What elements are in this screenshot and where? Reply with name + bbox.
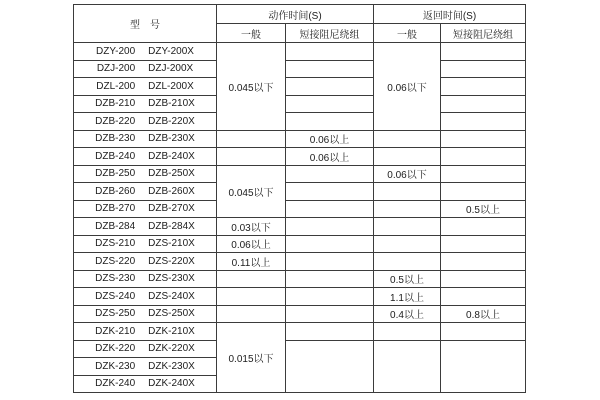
model-name: DZB-240 [95,150,136,162]
table-row [74,113,526,131]
action-short-damping-value: 0.06以上 [286,148,374,166]
empty-cell [217,148,286,166]
model-cell [74,78,217,96]
empty-cell [441,340,526,393]
empty-cell [441,165,526,183]
empty-cell [441,183,526,201]
table-row [74,340,526,358]
model-name-x: DZL-200X [148,80,194,92]
table-row [74,60,526,78]
empty-cell [286,218,374,236]
model-name: DZJ-200 [96,63,136,75]
model-name: DZK-240 [95,378,136,390]
model-name: DZS-230 [95,273,136,285]
return-general-value: 0.5以上 [374,270,441,288]
model-cell [74,43,217,61]
model-name-x: DZB-260X [148,185,195,197]
model-name: DZB-210 [95,98,136,110]
empty-cell [217,270,286,288]
empty-cell [441,43,526,61]
empty-cell [374,183,441,201]
table-row [74,323,526,341]
table-row [74,43,526,61]
model-name-x: DZK-230X [148,360,195,372]
model-name: DZB-270 [95,203,136,215]
model-name-x: DZB-230X [148,133,195,145]
model-cell [74,183,217,201]
model-cell [74,60,217,78]
model-cell [74,270,217,288]
model-cell [74,148,217,166]
empty-cell [441,288,526,306]
model-name-x: DZB-284X [148,220,195,232]
model-name: DZB-260 [95,185,136,197]
model-name: DZK-220 [95,343,136,355]
table-row [74,165,526,183]
table-row [74,148,526,166]
model-name: DZB-230 [95,133,136,145]
empty-cell [374,235,441,253]
model-cell [74,253,217,271]
table-row [74,130,526,148]
action-general-value: 0.11以上 [217,253,286,271]
model-cell [74,200,217,218]
table-row [74,270,526,288]
empty-cell [286,60,374,78]
empty-cell [374,130,441,148]
model-name-x: DZB-240X [148,150,195,162]
model-name: DZB-284 [95,220,136,232]
empty-cell [286,340,374,393]
table-row [74,218,526,236]
empty-cell [286,43,374,61]
model-name: DZS-220 [95,255,136,267]
model-name-x: DZB-250X [148,168,195,180]
empty-cell [374,200,441,218]
empty-cell [441,270,526,288]
empty-cell [286,200,374,218]
table-row [74,200,526,218]
table-row [74,288,526,306]
header-return-time: 返回时间(S) [374,5,526,24]
model-name: DZS-210 [95,238,136,250]
model-name: DZS-250 [95,308,136,320]
spec-table-container [73,4,526,393]
model-cell [74,235,217,253]
empty-cell [286,95,374,113]
model-name: DZS-240 [95,290,136,302]
header-return-short-damping: 短接阻尼绕组 [441,24,526,43]
model-cell [74,113,217,131]
model-cell [74,218,217,236]
model-name-x: DZK-240X [148,378,195,390]
model-cell [74,375,217,393]
model-name-x: DZJ-200X [148,63,194,75]
empty-cell [441,113,526,131]
model-name: DZB-250 [95,168,136,180]
empty-cell [374,148,441,166]
empty-cell [374,323,441,341]
empty-cell [374,340,441,393]
table-row [74,305,526,323]
empty-cell [374,253,441,271]
model-name: DZB-220 [95,115,136,127]
model-name: DZL-200 [96,80,136,92]
header-action-short-damping: 短接阻尼绕组 [286,24,374,43]
model-name-x: DZY-200X [148,45,194,57]
model-name-x: DZK-210X [148,325,195,337]
empty-cell [286,323,374,341]
table-row [74,235,526,253]
model-cell [74,95,217,113]
empty-cell [441,130,526,148]
header-row-groups [74,5,526,24]
model-name: DZY-200 [96,45,136,57]
return-short-damping-value: 0.8以上 [441,305,526,323]
empty-cell [217,305,286,323]
model-cell [74,165,217,183]
empty-cell [286,165,374,183]
model-cell [74,340,217,358]
table-row [74,95,526,113]
table-row [74,253,526,271]
empty-cell [441,323,526,341]
model-name-x: DZS-240X [148,290,195,302]
return-general-value: 0.4以上 [374,305,441,323]
empty-cell [286,78,374,96]
model-cell [74,323,217,341]
empty-cell [441,95,526,113]
table-row [74,78,526,96]
model-cell [74,288,217,306]
action-general-value: 0.06以上 [217,235,286,253]
table-row [74,183,526,201]
empty-cell [441,235,526,253]
action-general-value: 0.03以下 [217,218,286,236]
empty-cell [441,218,526,236]
empty-cell [286,183,374,201]
return-general-value: 0.06以下 [374,43,441,131]
action-short-damping-value: 0.06以上 [286,130,374,148]
empty-cell [286,235,374,253]
empty-cell [217,130,286,148]
return-short-damping-value: 0.5以上 [441,200,526,218]
empty-cell [286,253,374,271]
empty-cell [286,288,374,306]
action-general-value: 0.045以下 [217,165,286,218]
model-cell [74,358,217,376]
empty-cell [441,78,526,96]
empty-cell [286,113,374,131]
model-name-x: DZS-210X [148,238,195,250]
model-cell [74,305,217,323]
empty-cell [217,288,286,306]
model-cell [74,130,217,148]
header-action-general: 一般 [217,24,286,43]
empty-cell [441,60,526,78]
model-name: DZK-210 [95,325,136,337]
model-name-x: DZS-250X [148,308,195,320]
model-name: DZK-230 [95,360,136,372]
action-general-value: 0.045以下 [217,43,286,131]
spec-table [73,4,526,393]
header-action-time: 动作时间(S) [217,5,374,24]
model-name-x: DZK-220X [148,343,195,355]
return-general-value: 0.06以下 [374,165,441,183]
model-name-x: DZB-270X [148,203,195,215]
header-return-general: 一般 [374,24,441,43]
header-model: 型 号 [74,5,217,43]
action-general-value: 0.015以下 [217,323,286,393]
model-name-x: DZB-210X [148,98,195,110]
empty-cell [441,148,526,166]
empty-cell [286,305,374,323]
empty-cell [441,253,526,271]
empty-cell [374,218,441,236]
model-name-x: DZS-230X [148,273,195,285]
return-general-value: 1.1以上 [374,288,441,306]
model-name-x: DZB-220X [148,115,195,127]
empty-cell [286,270,374,288]
model-name-x: DZS-220X [148,255,195,267]
